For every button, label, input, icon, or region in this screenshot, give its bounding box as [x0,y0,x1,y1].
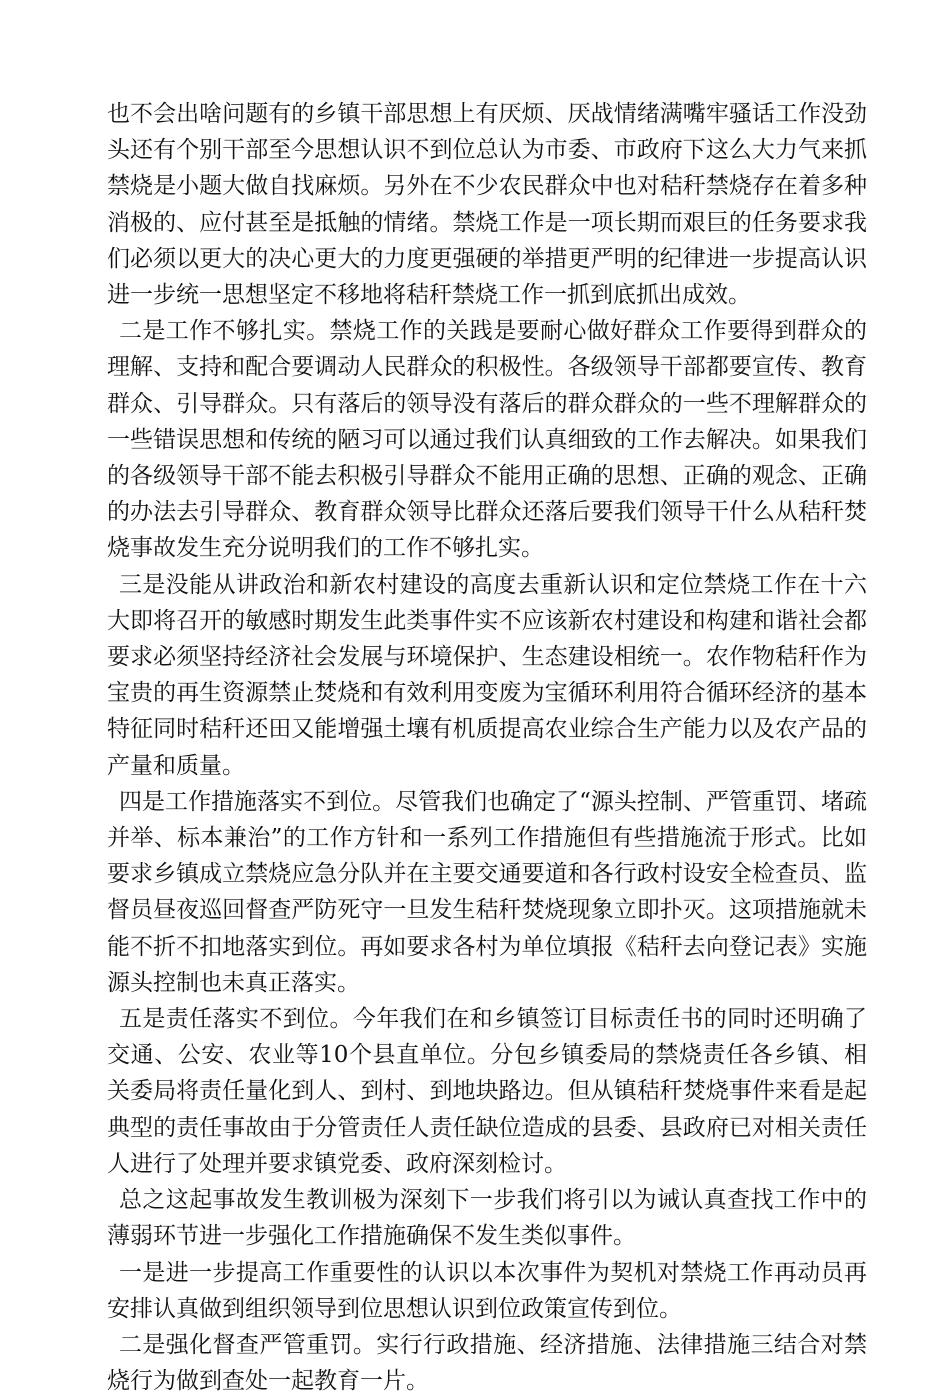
paragraph-continuation: 也不会出啥问题有的乡镇干部思想上有厌烦、厌战情绪满嘴牢骚话工作没劲头还有个别干部至今思想认识不到位总认为市委、市政府下这么大力气来抓禁烧是小题大做自找麻烦。另外在不少农民群众中也对秸秆禁烧存在着多种消极的、应付甚至是抵触的情绪。禁烧工作是一项长期而艰巨的任务要求我们必须以更大的决心更大的力度更强硬的举措更严明的纪律进一步提高认识进一步统一思想坚定不移地将秸秆禁烧工作一抓到底抓出成效。 [107,101,867,309]
paragraph-measure-two: 二是强化督查严管重罚。实行行政措施、经济措施、法律措施三结合对禁烧行为做到查处一起教育一片。 [107,1331,867,1395]
paragraph-point-three: 三是没能从讲政治和新农村建设的高度去重新认识和定位禁烧工作在十六大即将召开的敏感时期发生此类事件实不应该新农村建设和构建和谐社会都要求必须坚持经济社会发展与环境保护、生态建设相统一。农作物秸秆作为宝贵的再生资源禁止焚烧和有效利用变废为宝循环利用符合循环经济的基本特征同时秸秆还田又能增强土壤有机质提高农业综合生产能力以及农产品的产量和质量。 [107,571,867,779]
paragraph-measure-one: 一是进一步提高工作重要性的认识以本次事件为契机对禁烧工作再动员再安排认真做到组织领导到位思想认识到位政策宣传到位。 [107,1259,867,1322]
document-body [107,96,867,1399]
paragraph-summary: 总之这起事故发生教训极为深刻下一步我们将引以为诫认真查找工作中的薄弱环节进一步强化工作措施确保不发生类似事件。 [107,1187,867,1250]
paragraph-point-two: 二是工作不够扎实。禁烧工作的关践是要耐心做好群众工作要得到群众的理解、支持和配合要调动人民群众的积极性。各级领导干部都要宣传、教育群众、引导群众。只有落后的领导没有落后的群众群众的一些不理解群众的一些错误思想和传统的陋习可以通过我们认真细致的工作去解决。如果我们的各级领导干部不能去积极引导群众不能用正确的思想、正确的观念、正确的办法去引导群众、教育群众领导比群众还落后要我们领导干什么从秸秆焚烧事故发生充分说明我们的工作不够扎实。 [107,318,867,562]
paragraph-point-five: 五是责任落实不到位。今年我们在和乡镇签订目标责任书的同时还明确了交通、公安、农业等10个县直单位。分包乡镇委局的禁烧责任各乡镇、相关委局将责任量化到人、到村、到地块路边。但从镇秸秆焚烧事件来看是起典型的责任事故由于分管责任人责任缺位造成的县委、县政府已对相关责任人进行了处理并要求镇党委、政府深刻检讨。 [107,1006,867,1177]
paragraph-point-four: 四是工作措施落实不到位。尽管我们也确定了“源头控制、严管重罚、堵疏并举、标本兼治”的工作方针和一系列工作措施但有些措施流于形式。比如要求乡镇成立禁烧应急分队并在主要交通要道和各行政村设安全检查员、监督员昼夜巡回督查严防死守一旦发生秸秆焚烧现象立即扑灭。这项措施就未能不折不扣地落实到位。再如要求各村为单位填报《秸秆去向登记表》实施源头控制也未真正落实。 [107,788,867,996]
